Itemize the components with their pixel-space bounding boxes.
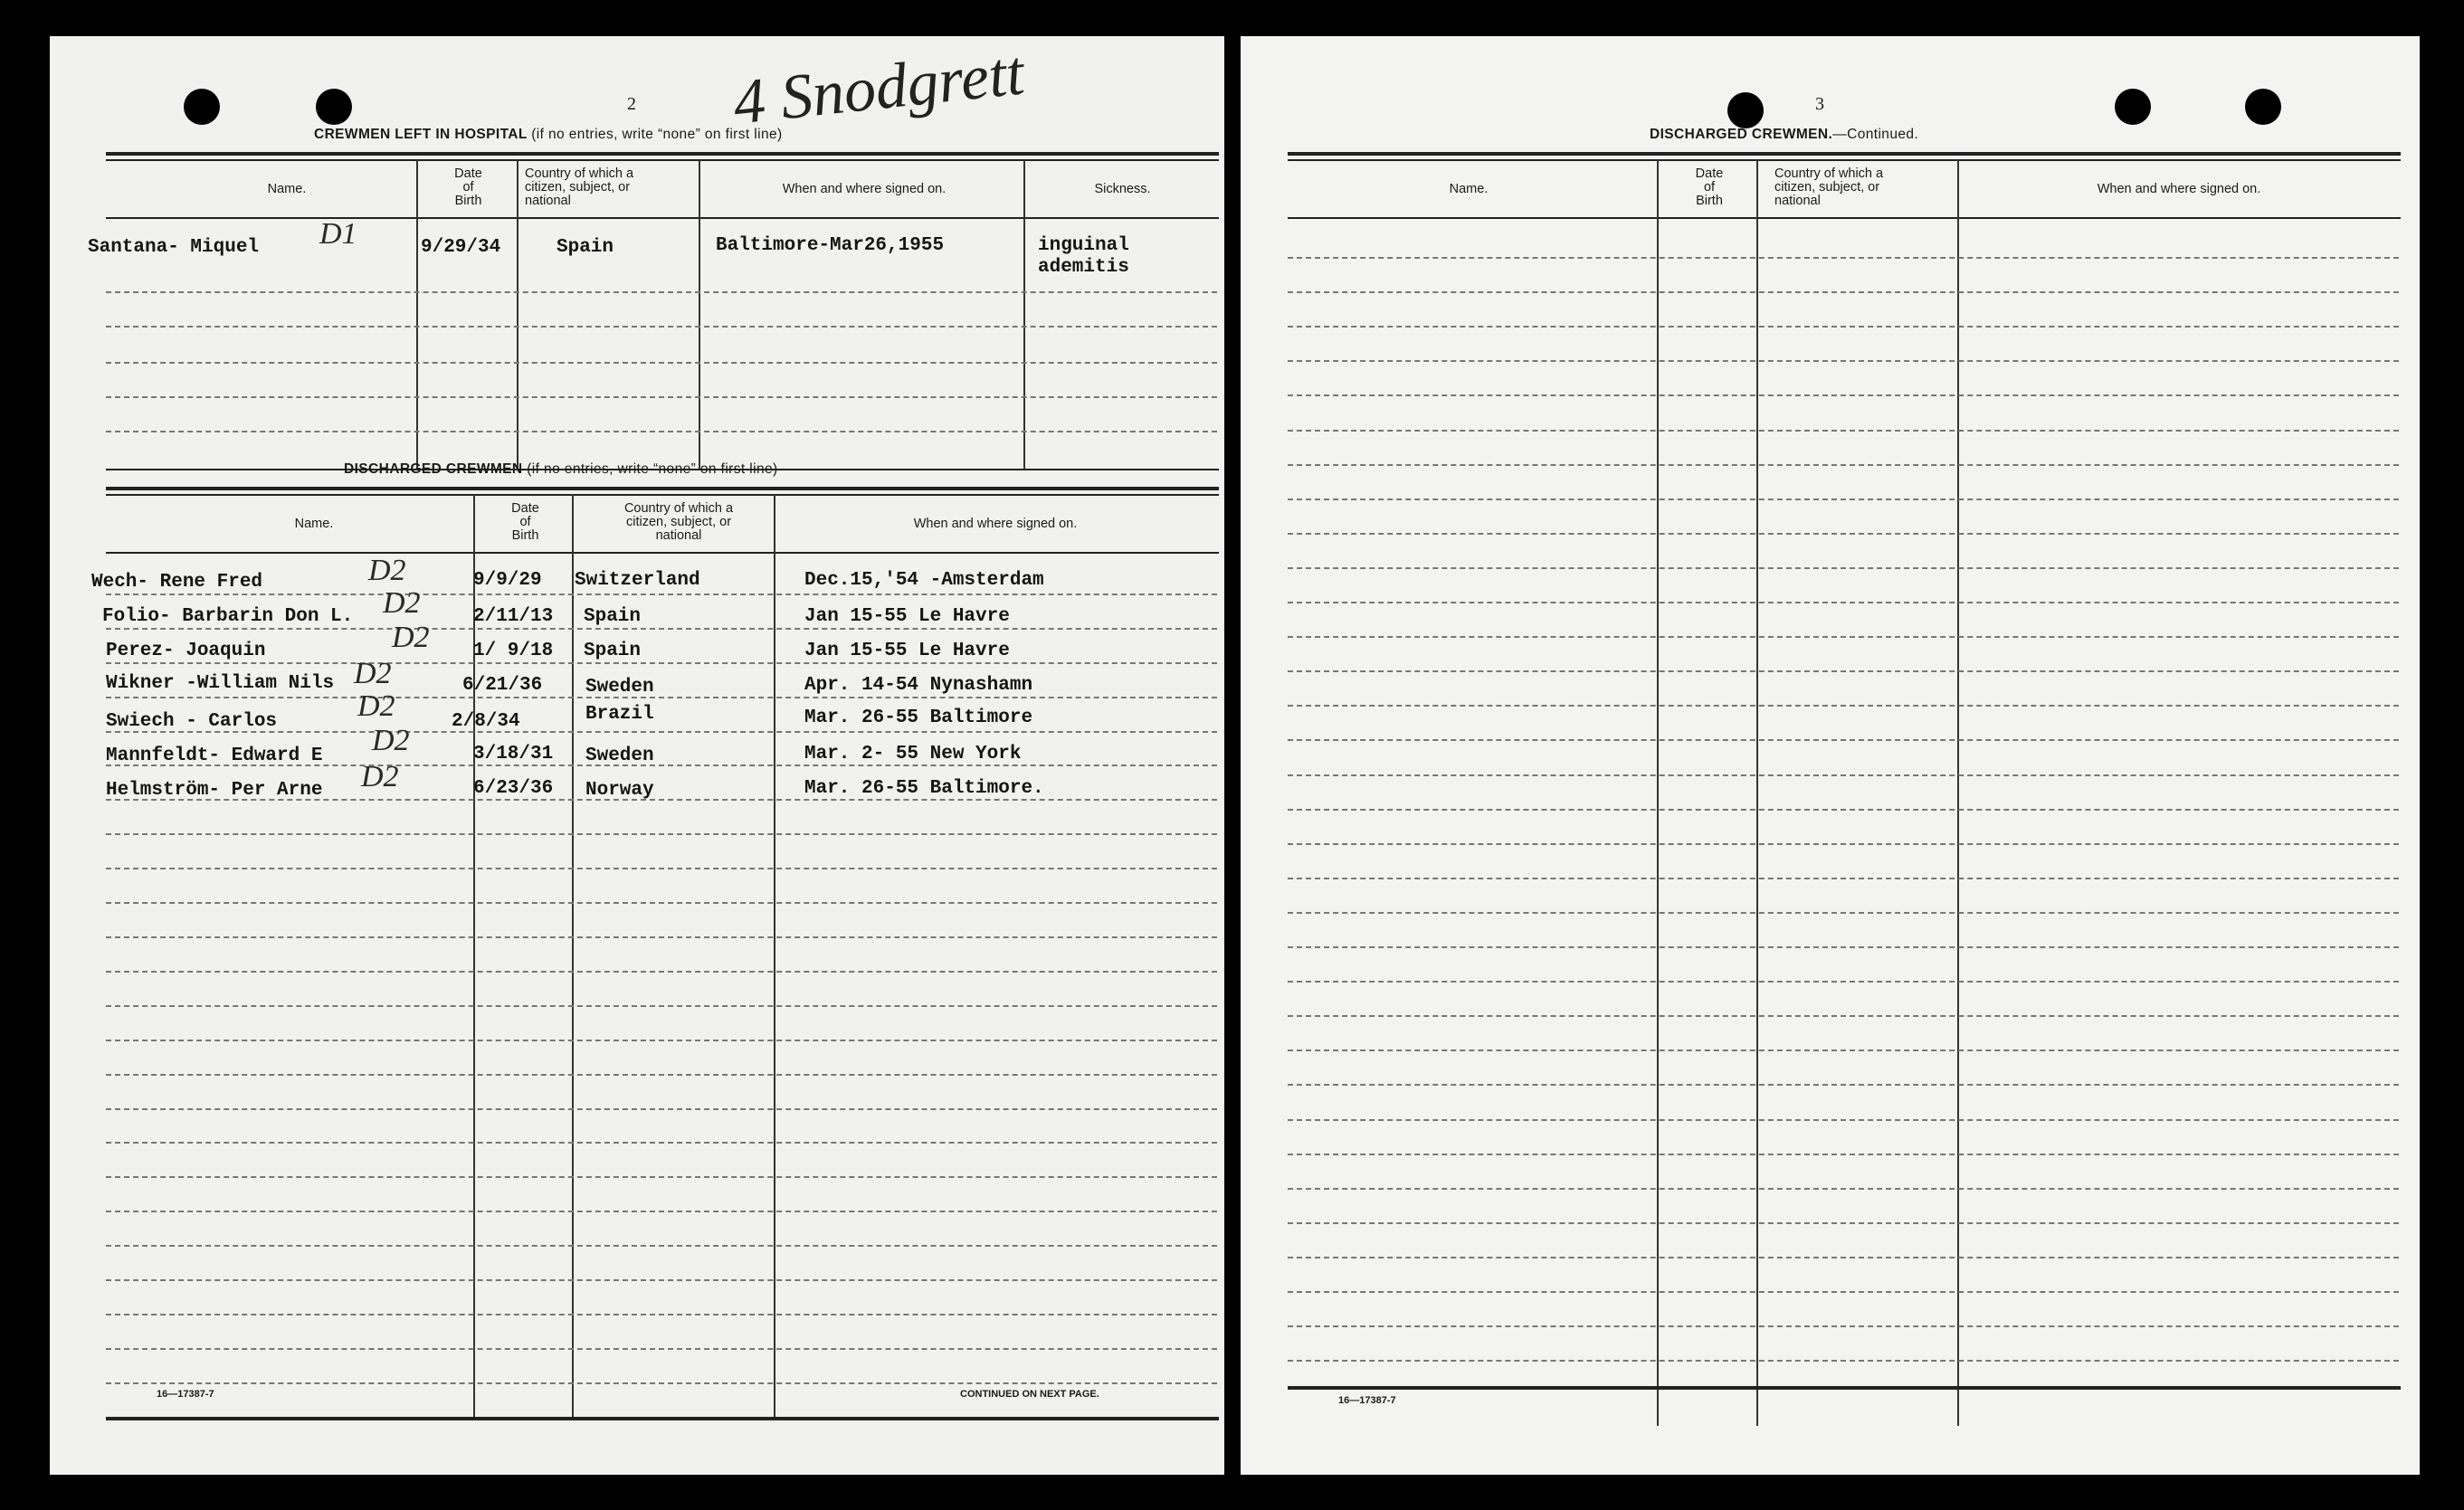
table-rule <box>106 1417 1219 1420</box>
table-row <box>1288 1084 2399 1086</box>
table-row <box>1288 878 2399 879</box>
continued-note: CONTINUED ON NEXT PAGE. <box>960 1389 1099 1400</box>
table-row <box>106 1279 1217 1281</box>
table-row <box>1288 602 2399 603</box>
table-row <box>106 1382 1217 1384</box>
crew-signed-on: Mar. 26-55 Baltimore. <box>804 778 1044 799</box>
table-row <box>1288 394 2399 396</box>
table-row <box>1288 981 2399 983</box>
table-row <box>106 902 1217 904</box>
crew-signed-on: Mar. 26-55 Baltimore <box>804 708 1033 728</box>
column-divider <box>416 159 418 469</box>
column-header-country: Country of which a citizen, subject, or national <box>1774 166 1884 209</box>
crew-name: Perez- Joaquin <box>106 641 266 661</box>
column-header-dob: Date of Birth <box>511 501 539 544</box>
table-row <box>1288 430 2399 432</box>
table-row <box>106 362 1217 364</box>
table-rule <box>106 494 1219 496</box>
punch-hole <box>2245 89 2281 125</box>
table-row <box>106 662 1217 664</box>
table-row <box>106 1245 1217 1247</box>
table-rule <box>106 152 1219 156</box>
table-rule <box>1288 1386 2401 1390</box>
table-row <box>1288 360 2399 362</box>
crew-dob: 9/9/29 <box>473 570 542 591</box>
table-row <box>106 396 1217 398</box>
column-header-name: Name. <box>294 517 334 531</box>
table-row <box>106 1040 1217 1041</box>
handwritten-code: D2 <box>392 621 430 654</box>
table-row <box>106 1108 1217 1110</box>
punch-hole <box>316 89 352 125</box>
hospital-section-title: CREWMEN LEFT IN HOSPITAL (if no entries, write “none” on first line) <box>314 127 783 142</box>
handwritten-code: D2 <box>368 554 406 587</box>
table-row <box>1288 1257 2399 1258</box>
punch-hole <box>184 89 220 125</box>
table-rule <box>106 552 1219 554</box>
table-row <box>1288 670 2399 672</box>
column-divider <box>1957 159 1959 1426</box>
crew-dob: 9/29/34 <box>421 237 501 258</box>
table-row <box>106 971 1217 973</box>
crew-name: Wikner -William Nils <box>106 673 335 694</box>
table-row <box>106 868 1217 869</box>
column-header-dob: Date of Birth <box>1695 166 1724 209</box>
crew-name: Mannfeldt- Edward E <box>106 746 323 766</box>
table-row <box>1288 1188 2399 1190</box>
handwritten-code: D2 <box>383 586 421 620</box>
table-row <box>1288 1360 2399 1362</box>
table-row <box>1288 739 2399 741</box>
crew-name: Wech- Rene Fred <box>91 572 263 593</box>
crew-dob: 2/8/34 <box>452 711 520 732</box>
table-row <box>1288 705 2399 707</box>
crew-dob: 3/18/31 <box>473 744 554 764</box>
table-row <box>1288 774 2399 776</box>
form-number: 16—17387-7 <box>157 1389 214 1400</box>
crew-country: Spain <box>584 641 642 661</box>
table-rule <box>106 159 1219 161</box>
crew-country: Norway <box>585 780 654 801</box>
discharged-section-title: DISCHARGED CREWMEN (if no entries, write “none” on first line) <box>344 461 778 477</box>
form-number: 16—17387-7 <box>1338 1395 1396 1406</box>
table-row <box>106 1142 1217 1144</box>
column-header-name: Name. <box>1449 182 1489 196</box>
column-divider <box>473 494 475 1417</box>
column-divider <box>699 159 700 469</box>
column-divider <box>1023 159 1025 469</box>
crew-signed-on: Dec.15,'54 -Amsterdam <box>804 570 1044 591</box>
table-row <box>106 291 1217 293</box>
table-row <box>106 1074 1217 1076</box>
column-divider <box>1756 159 1758 1426</box>
handwritten-code: D2 <box>372 724 410 757</box>
table-row <box>1288 912 2399 914</box>
handwritten-code: D2 <box>354 657 392 690</box>
table-row <box>1288 1015 2399 1017</box>
table-row <box>106 594 1217 595</box>
crew-country: Switzerland <box>575 570 700 591</box>
table-row <box>106 1348 1217 1350</box>
table-row <box>106 936 1217 938</box>
column-header-country: Country of which a citizen, subject, or national <box>525 166 634 209</box>
column-divider <box>517 159 518 469</box>
table-row <box>1288 291 2399 293</box>
crew-name: Swiech - Carlos <box>106 711 278 732</box>
table-row <box>1288 1325 2399 1327</box>
crew-dob: 1/ 9/18 <box>473 641 554 661</box>
crew-sickness: inguinal <box>1038 235 1129 256</box>
table-row <box>106 1211 1217 1212</box>
table-row <box>106 833 1217 835</box>
handwritten-code: D2 <box>357 689 395 723</box>
handwritten-code: D1 <box>319 217 357 251</box>
column-header-sickness: Sickness. <box>1094 182 1151 196</box>
table-row <box>1288 326 2399 328</box>
crew-country: Sweden <box>585 677 654 698</box>
table-rule <box>1288 152 2401 156</box>
crew-dob: 6/21/36 <box>462 675 543 696</box>
crew-name: Helmström- Per Arne <box>106 780 323 801</box>
crew-signed-on: Jan 15-55 Le Havre <box>804 606 1010 627</box>
table-row <box>1288 464 2399 466</box>
crew-dob: 6/23/36 <box>473 778 554 799</box>
right-page <box>1241 36 2420 1475</box>
crew-signed-on: Baltimore-Mar26,1955 <box>716 235 945 256</box>
table-row <box>106 697 1217 698</box>
table-row <box>1288 1119 2399 1121</box>
left-page <box>50 36 1224 1475</box>
table-row <box>1288 257 2399 259</box>
table-row <box>1288 1154 2399 1155</box>
crew-signed-on: Jan 15-55 Le Havre <box>804 641 1010 661</box>
punch-hole <box>2115 89 2151 125</box>
table-rule <box>106 487 1219 490</box>
crew-dob: 2/11/13 <box>473 606 554 627</box>
column-header-country: Country of which a citizen, subject, or national <box>623 501 734 544</box>
crew-signed-on: Mar. 2- 55 New York <box>804 744 1022 764</box>
table-row <box>1288 1222 2399 1224</box>
page-number: 2 <box>627 94 636 114</box>
table-rule <box>106 217 1219 219</box>
column-divider <box>1657 159 1659 1426</box>
crew-country: Sweden <box>585 746 654 766</box>
table-row <box>106 1005 1217 1007</box>
table-rule <box>1288 217 2401 219</box>
table-row <box>106 1314 1217 1315</box>
handwritten-code: D2 <box>361 760 399 793</box>
punch-hole <box>1727 92 1764 128</box>
table-row <box>106 1176 1217 1178</box>
table-row <box>1288 1291 2399 1293</box>
page-number: 3 <box>1815 94 1824 114</box>
crew-country: Brazil <box>585 704 654 725</box>
crew-name: Folio- Barbarin Don L. <box>102 606 354 627</box>
handwritten-annotation: 4 Snodgrett <box>729 38 1028 138</box>
table-row <box>106 628 1217 630</box>
table-row <box>1288 636 2399 638</box>
table-row <box>106 326 1217 328</box>
table-row <box>1288 499 2399 500</box>
column-divider <box>572 494 574 1417</box>
table-row <box>1288 1049 2399 1051</box>
column-header-signed: When and where signed on. <box>782 182 947 196</box>
crew-sickness: ademitis <box>1038 257 1129 278</box>
table-rule <box>1288 159 2401 161</box>
table-row <box>106 431 1217 432</box>
crew-signed-on: Apr. 14-54 Nynashamn <box>804 675 1033 696</box>
crew-name: Santana- Miquel <box>88 237 260 258</box>
column-divider <box>774 494 775 1417</box>
column-header-signed: When and where signed on. <box>2097 182 2261 196</box>
column-header-name: Name. <box>267 182 307 196</box>
column-header-dob: Date of Birth <box>454 166 482 209</box>
table-row <box>1288 809 2399 811</box>
table-row <box>1288 533 2399 535</box>
crew-country: Spain <box>557 237 614 258</box>
table-row <box>1288 946 2399 948</box>
table-row <box>1288 567 2399 569</box>
table-row <box>1288 843 2399 845</box>
crew-country: Spain <box>584 606 642 627</box>
column-header-signed: When and where signed on. <box>913 517 1078 531</box>
discharged-continued-title: DISCHARGED CREWMEN.—Continued. <box>1650 127 1919 142</box>
